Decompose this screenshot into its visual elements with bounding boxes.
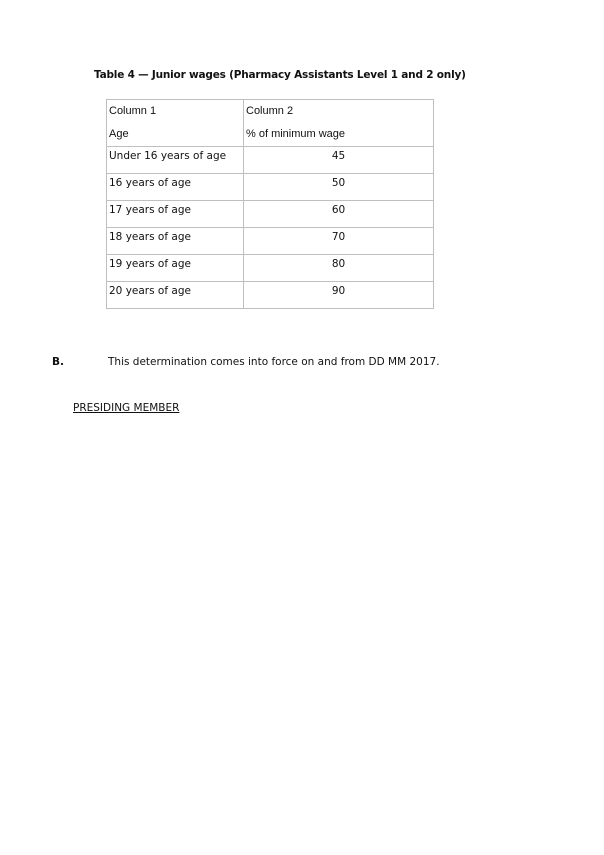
table-row: [107, 147, 434, 174]
percent-cell: 45: [244, 147, 434, 174]
column-2-header: [244, 100, 434, 147]
age-cell: 18 years of age: [107, 228, 244, 255]
percent-cell: 50: [244, 174, 434, 201]
table-row: [107, 228, 434, 255]
table-row: [107, 174, 434, 201]
column-2-label: % of minimum wage: [246, 128, 346, 140]
age-cell: 16 years of age: [107, 174, 244, 201]
percent-cell: 90: [244, 282, 434, 309]
column-1-label: Age: [109, 128, 129, 140]
age-cell: 19 years of age: [107, 255, 244, 282]
clause-b-label: B.: [52, 356, 64, 368]
junior-wages-table: [106, 99, 434, 309]
table-header-row: [107, 100, 434, 147]
percent-cell: 70: [244, 228, 434, 255]
column-2-number: Column 2: [246, 105, 294, 117]
table-row: [107, 255, 434, 282]
table-row: [107, 282, 434, 309]
clause-b-text: This determination comes into force on and from DD MM 2017.: [108, 356, 440, 368]
column-1-number: Column 1: [109, 105, 157, 117]
age-cell: 20 years of age: [107, 282, 244, 309]
age-cell: 17 years of age: [107, 201, 244, 228]
presiding-member-signature: PRESIDING MEMBER: [73, 402, 180, 414]
table-row: [107, 201, 434, 228]
percent-cell: 80: [244, 255, 434, 282]
age-cell: Under 16 years of age: [107, 147, 244, 174]
table-title: Table 4 — Junior wages (Pharmacy Assistants Level 1 and 2 only): [94, 69, 466, 81]
percent-cell: 60: [244, 201, 434, 228]
column-1-header: [107, 100, 244, 147]
